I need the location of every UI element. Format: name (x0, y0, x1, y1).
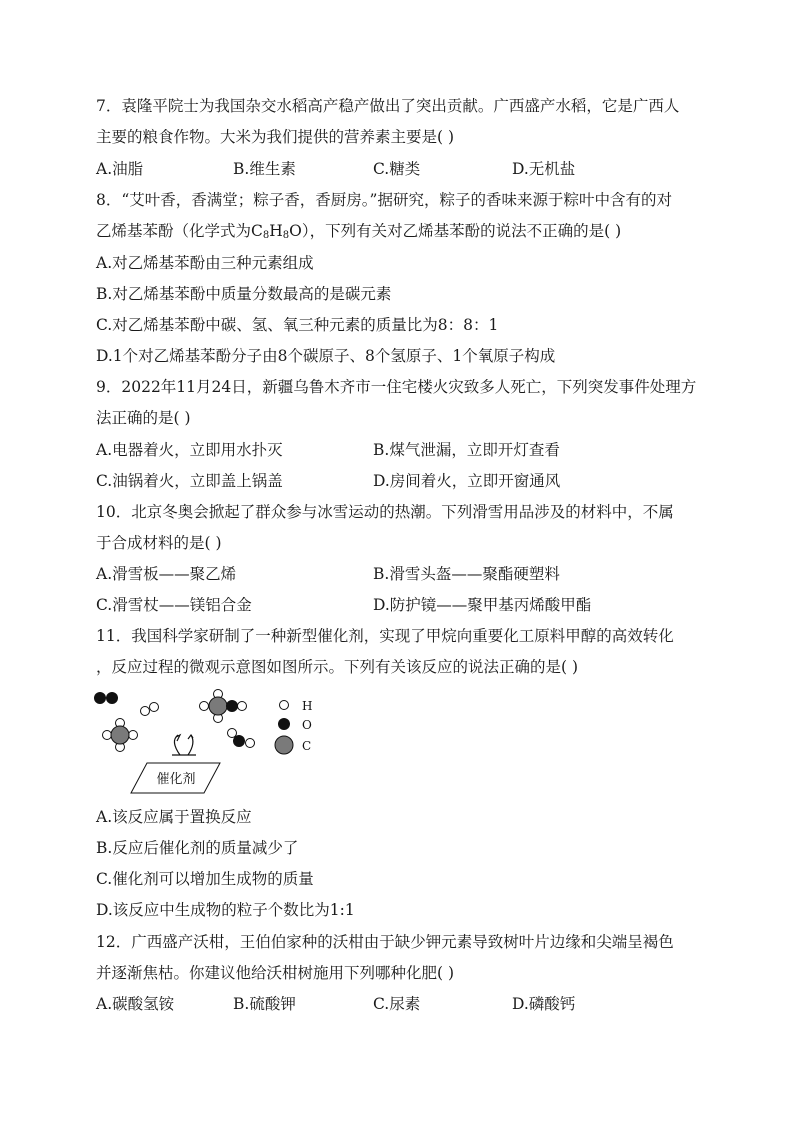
q11-stem-line2: ，反应过程的微观示意图如图所示。下列有关该反应的说法正确的是( ) (96, 658, 579, 676)
q8-stem-line1: 8．“艾叶香，香满堂；粽子香，香厨房。”据研究，粽子的香味来源于粽叶中含有的对 (96, 191, 672, 209)
q8-stem-line2-end: O），下列有关对乙烯基苯酚的说法不正确的是( ) (289, 222, 622, 240)
hydrogen-molecule (141, 703, 159, 716)
oxygen-atom (233, 735, 245, 747)
q7-stem-line1: 7．袁隆平院士为我国杂交水稻高产稳产做出了突出贡献。广西盛产水稻，它是广西人 (96, 97, 680, 115)
q12-option-d[interactable]: D.磷酸钙 (512, 995, 576, 1013)
q11-option-a[interactable]: A.该反应属于置换反应 (96, 808, 252, 826)
methanol-molecule (200, 690, 247, 723)
oxygen-atom (94, 692, 106, 704)
q7-stem-line2: 主要的粮食作物。大米为我们提供的营养素主要是( ) (96, 128, 455, 146)
q10-option-b[interactable]: B.滑雪头盔——聚酯硬塑料 (373, 565, 560, 583)
legend-label-o: O (302, 718, 312, 732)
catalyst-plate (131, 763, 220, 793)
q8-option-a[interactable]: A.对乙烯基苯酚由三种元素组成 (96, 254, 314, 272)
q8-option-c[interactable]: C.对乙烯基苯酚中碳、氢、氧三种元素的质量比为8：8：1 (96, 316, 499, 334)
hydrogen-atom (200, 702, 209, 711)
hydrogen-atom (103, 731, 112, 740)
q9-stem-line2: 法正确的是( ) (96, 409, 191, 427)
legend-label-c: C (302, 739, 312, 753)
q12-option-a[interactable]: A.碳酸氢铵 (96, 995, 175, 1013)
q9-option-a[interactable]: A.电器着火，立即用水扑灭 (96, 441, 283, 459)
methane-molecule (103, 719, 138, 752)
q9-option-d[interactable]: D.房间着火，立即开窗通风 (373, 472, 561, 490)
q9-option-c[interactable]: C.油锅着火，立即盖上锅盖 (96, 472, 283, 490)
formula-h: H (269, 222, 283, 240)
q10-stem-line2: 于合成材料的是( ) (96, 534, 222, 552)
q8-option-d[interactable]: D.1个对乙烯基苯酚分子由8个碳原子、8个氢原子、1个氧原子构成 (96, 347, 556, 365)
q8-option-b[interactable]: B.对乙烯基苯酚中质量分数最高的是碳元素 (96, 285, 392, 303)
q10-option-c[interactable]: C.滑雪杖——镁铝合金 (96, 596, 252, 614)
q12-option-b[interactable]: B.硫酸钾 (233, 995, 296, 1013)
q10-option-d[interactable]: D.防护镜——聚甲基丙烯酸甲酯 (373, 596, 592, 614)
q12-stem-line2: 并逐渐焦枯。你建议他给沃柑树施用下列哪种化肥( ) (96, 964, 455, 982)
water-molecule (228, 729, 255, 748)
catalyst-label: 催化剂 (156, 772, 196, 787)
q7-option-c[interactable]: C.糖类 (373, 160, 421, 178)
q12-option-c[interactable]: C.尿素 (373, 995, 421, 1013)
legend-carbon-icon (275, 736, 293, 754)
hydrogen-atom (246, 739, 255, 748)
q9-stem-line1: 9．2022年11月24日，新疆乌鲁木齐市一住宅楼火灾致多人死亡，下列突发事件处理方 (96, 378, 697, 396)
q12-stem-line1: 12．广西盛产沃柑，王伯伯家种的沃柑由于缺少钾元素导致树叶片边缘和尖端呈褐色 (96, 933, 674, 951)
hydrogen-atom (129, 731, 138, 740)
q11-stem-line1: 11．我国科学家研制了一种新型催化剂，实现了甲烷向重要化工原料甲醇的高效转化 (96, 627, 674, 645)
q11-option-b[interactable]: B.反应后催化剂的质量减少了 (96, 839, 299, 857)
hydrogen-atom (150, 703, 159, 712)
q8-stem-line2-start: 乙烯基苯酚（化学式为C (96, 222, 263, 240)
oxygen-molecule (94, 692, 118, 704)
carbon-atom (209, 697, 227, 715)
cycle-arrow-icon (172, 735, 196, 755)
legend-oxygen-icon (278, 718, 290, 730)
oxygen-atom (226, 700, 238, 712)
q7-option-a[interactable]: A.油脂 (96, 160, 144, 178)
reaction-diagram (92, 685, 332, 800)
legend-hydrogen-icon (280, 701, 289, 710)
oxygen-atom (106, 692, 118, 704)
carbon-atom (111, 726, 129, 744)
q7-option-b[interactable]: B.维生素 (233, 160, 296, 178)
formula-subscript-h: 8 (282, 230, 290, 241)
legend-label-h: H (302, 699, 313, 713)
q10-option-a[interactable]: A.滑雪板——聚乙烯 (96, 565, 237, 583)
q8-stem-line2 (96, 221, 621, 246)
q10-stem-line1: 10．北京冬奥会掀起了群众参与冰雪运动的热潮。下列滑雪用品涉及的材料中，不属 (96, 503, 674, 521)
formula-subscript-c: 8 (262, 230, 270, 241)
hydrogen-atom (141, 707, 150, 716)
hydrogen-atom (228, 729, 237, 738)
q11-option-d[interactable]: D.该反应中生成物的粒子个数比为1:1 (96, 901, 355, 919)
q7-option-d[interactable]: D.无机盐 (512, 160, 576, 178)
q9-option-b[interactable]: B.煤气泄漏，立即开灯查看 (373, 441, 560, 459)
hydrogen-atom (238, 702, 247, 711)
q11-option-c[interactable]: C.催化剂可以增加生成物的质量 (96, 870, 314, 888)
atom-legend (275, 699, 312, 754)
